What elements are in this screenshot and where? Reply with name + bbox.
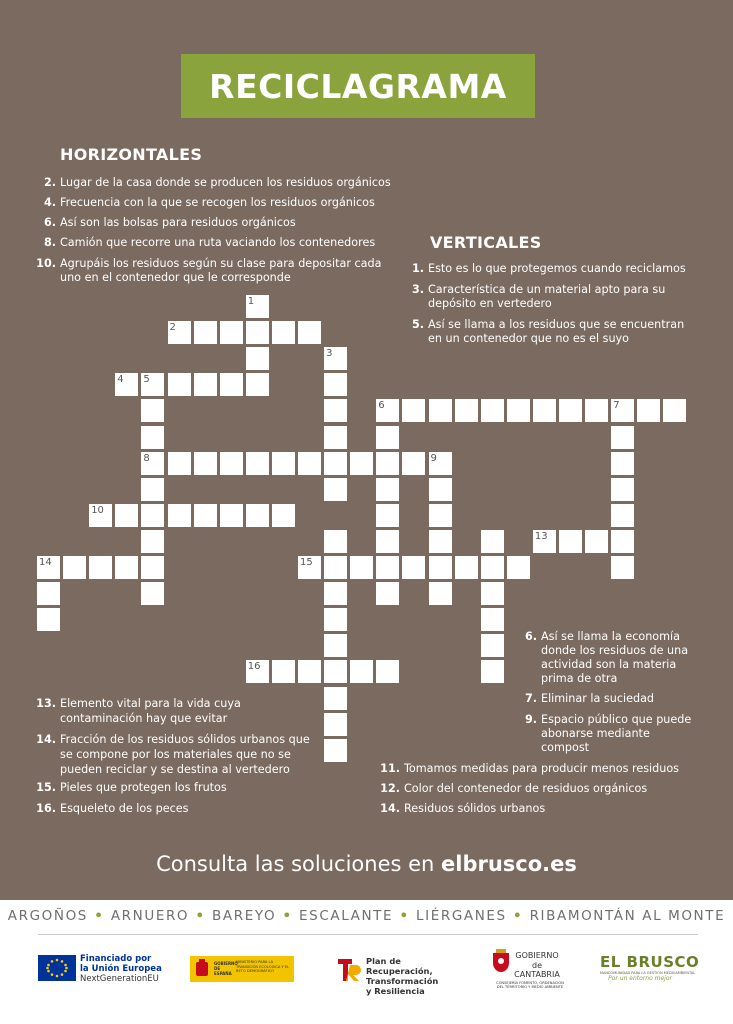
crossword-cell[interactable] bbox=[323, 738, 348, 763]
crossword-cell[interactable] bbox=[323, 581, 348, 606]
brusco-tag: Por un entorno mejor bbox=[608, 975, 672, 982]
cell-number: 1 bbox=[247, 296, 255, 307]
cell-number: 8 bbox=[143, 452, 150, 464]
town-name: LIÉRGANES bbox=[416, 908, 507, 924]
crossword-cell[interactable] bbox=[375, 555, 400, 580]
crossword-cell[interactable] bbox=[558, 529, 583, 554]
crossword-cell[interactable] bbox=[297, 320, 322, 345]
crossword-cell[interactable] bbox=[532, 398, 557, 423]
crossword-cell[interactable] bbox=[140, 425, 165, 450]
cell-number: 14 bbox=[39, 557, 52, 568]
crossword-cell[interactable] bbox=[428, 581, 453, 606]
crossword-cell[interactable] bbox=[219, 503, 244, 528]
verticales-heading: VERTICALES bbox=[430, 233, 542, 252]
crossword-cell[interactable] bbox=[193, 372, 218, 397]
crossword-cell[interactable] bbox=[349, 659, 374, 684]
clue-text: Agrupáis los residuos según su clase para depositar cada bbox=[60, 257, 382, 270]
clue-text: Tomamos medidas para producir menos residuos bbox=[404, 762, 680, 775]
clue-text: prima de otra bbox=[541, 672, 618, 685]
cell-number: 11 bbox=[326, 530, 339, 542]
crossword-cell[interactable] bbox=[323, 555, 348, 580]
crossword-cell[interactable] bbox=[114, 555, 139, 580]
clue-text: Pieles que protegen los frutos bbox=[60, 781, 227, 794]
crossword-cell[interactable] bbox=[36, 607, 61, 632]
clue-text: compost bbox=[541, 741, 590, 754]
crossword-cell[interactable] bbox=[349, 451, 374, 476]
crossword-cell[interactable] bbox=[323, 425, 348, 450]
clue-text: Eliminar la suciedad bbox=[541, 692, 655, 705]
crossword-cell[interactable] bbox=[245, 346, 270, 371]
crossword-cell[interactable] bbox=[140, 477, 165, 502]
cantabria-sub2: DEL TERRITORIO Y MEDIO AMBIENTE bbox=[496, 985, 564, 990]
crossword-cell[interactable] bbox=[88, 555, 113, 580]
cell-number: 5 bbox=[143, 374, 150, 386]
towns-list bbox=[0, 908, 733, 924]
crossword-cell[interactable] bbox=[558, 398, 583, 423]
cell-number: 9 bbox=[430, 452, 437, 464]
eu-logo bbox=[38, 955, 178, 985]
crossword-cell[interactable] bbox=[428, 398, 453, 423]
plan-recuperacion-logo bbox=[336, 955, 456, 996]
plan-icon bbox=[336, 957, 362, 983]
cantabria-line3: CANTABRIA bbox=[514, 970, 560, 979]
town-separator: • bbox=[282, 908, 293, 924]
town-name: RIBAMONTÁN AL MONTE bbox=[529, 908, 726, 924]
clue-text: donde los residuos de una bbox=[541, 644, 689, 657]
clue-number: 3. bbox=[411, 283, 424, 296]
clue-number: 2. bbox=[43, 176, 56, 189]
crossword-cell[interactable] bbox=[610, 529, 635, 554]
crossword-cell[interactable] bbox=[506, 398, 531, 423]
crossword-cell[interactable] bbox=[454, 555, 479, 580]
cell-number: 16 bbox=[247, 661, 261, 673]
town-separator: • bbox=[399, 908, 410, 924]
crossword-cell[interactable] bbox=[480, 633, 505, 658]
crossword-cell[interactable] bbox=[636, 398, 661, 423]
cell-number: 4 bbox=[117, 374, 124, 386]
clue-text: Camión que recorre una ruta vaciando los contenedores bbox=[60, 236, 376, 249]
clue-text: Residuos sólidos urbanos bbox=[404, 802, 546, 815]
clue-text: Característica de un material apto para su bbox=[428, 283, 666, 296]
crossword-cell[interactable] bbox=[375, 425, 400, 450]
clue-text: contaminación hay que evitar bbox=[60, 712, 228, 725]
crossword-cell[interactable] bbox=[375, 503, 400, 528]
ministerio-text: MINISTERIO PARA LA TRANSICIÓN ECOLÓGICA Y EL RETO DEMOGRÁFICO bbox=[236, 960, 290, 974]
crossword-cell[interactable] bbox=[114, 503, 139, 528]
clue-text: Esto es lo que protegemos cuando reciclamos bbox=[428, 262, 686, 275]
crossword-cell[interactable] bbox=[245, 372, 270, 397]
crossword-cell[interactable] bbox=[323, 398, 348, 423]
clue-text: Así se llama a los residuos que se encuentran bbox=[428, 318, 685, 331]
clue-number: 10. bbox=[36, 257, 56, 270]
clue-text: abonarse mediante bbox=[541, 727, 650, 740]
crossword-cell[interactable] bbox=[245, 503, 270, 528]
crossword-cell[interactable] bbox=[167, 503, 192, 528]
clue-number: 1. bbox=[411, 262, 424, 275]
clue-text: Frecuencia con la que se recogen los residuos orgánicos bbox=[60, 196, 375, 209]
crossword-cell[interactable] bbox=[323, 659, 348, 684]
crossword-cell[interactable] bbox=[62, 555, 87, 580]
cell-number: 10 bbox=[91, 504, 104, 516]
cantabria-logo bbox=[490, 947, 570, 993]
crossword-cell[interactable] bbox=[428, 555, 453, 580]
cantabria-shield-icon bbox=[492, 949, 510, 975]
crossword-cell[interactable] bbox=[323, 686, 348, 711]
eu-flag-icon bbox=[38, 955, 76, 981]
solutions-link[interactable]: elbrusco.es bbox=[441, 852, 577, 876]
town-separator: • bbox=[513, 908, 524, 924]
crossword-cell[interactable] bbox=[480, 659, 505, 684]
crossword-cell[interactable] bbox=[323, 477, 348, 502]
crossword-cell[interactable] bbox=[271, 320, 296, 345]
plan-line3: y Resiliencia bbox=[366, 986, 425, 996]
crossword-cell[interactable] bbox=[610, 555, 635, 580]
cell-number: 13 bbox=[534, 530, 548, 542]
clue-text: Lugar de la casa donde se producen los residuos orgánicos bbox=[60, 176, 391, 189]
crossword-cell[interactable] bbox=[323, 372, 348, 397]
cantabria-sub1: CONSEJERÍA FOMENTO, ORDENACIÓN bbox=[496, 981, 564, 985]
brusco-sub: MANCOMUNIDAD PARA LA GESTIÓN MEDIOAMBIENTAL bbox=[600, 971, 696, 975]
town-name: BAREYO bbox=[212, 908, 277, 924]
crossword-cell[interactable] bbox=[245, 320, 270, 345]
page-title: RECICLAGRAMA bbox=[209, 66, 507, 106]
crossword-cell[interactable] bbox=[480, 555, 505, 580]
crossword-cell[interactable] bbox=[454, 398, 479, 423]
crossword-cell[interactable] bbox=[428, 503, 453, 528]
spain-shield-icon bbox=[194, 959, 210, 979]
town-separator: • bbox=[94, 908, 105, 924]
clue-text: en un contenedor que no es el suyo bbox=[428, 332, 630, 345]
ministerio-logo bbox=[190, 956, 294, 982]
crossword-cell[interactable] bbox=[375, 477, 400, 502]
clue-text: actividad son la materia bbox=[541, 658, 677, 671]
crossword-cell[interactable] bbox=[401, 555, 426, 580]
clue-text: Esqueleto de los peces bbox=[60, 802, 189, 815]
crossword-cell[interactable] bbox=[323, 451, 348, 476]
brusco-name: EL BRUSCO bbox=[600, 953, 700, 971]
clue-number: 7. bbox=[524, 692, 537, 705]
crossword-cell[interactable] bbox=[297, 659, 322, 684]
crossword-cell[interactable] bbox=[610, 451, 635, 476]
crossword-cell[interactable] bbox=[323, 607, 348, 632]
crossword-cell[interactable] bbox=[193, 503, 218, 528]
clue-text: uno en el contenedor que le corresponde bbox=[60, 271, 291, 284]
crossword-cell[interactable] bbox=[167, 372, 192, 397]
crossword-cell[interactable] bbox=[375, 451, 400, 476]
crossword-cell[interactable] bbox=[193, 320, 218, 345]
crossword-cell[interactable] bbox=[375, 581, 400, 606]
crossword-cell[interactable] bbox=[193, 451, 218, 476]
clue-number: 5. bbox=[411, 318, 424, 331]
crossword-cell[interactable] bbox=[480, 581, 505, 606]
eu-line1: Financiado por bbox=[80, 954, 152, 964]
crossword-cell[interactable] bbox=[584, 398, 609, 423]
clue-number: 6. bbox=[524, 630, 537, 643]
crossword-cell[interactable] bbox=[375, 529, 400, 554]
crossword-cell[interactable] bbox=[610, 477, 635, 502]
crossword-cell[interactable] bbox=[297, 451, 322, 476]
crossword-cell[interactable] bbox=[140, 503, 165, 528]
crossword-cell[interactable] bbox=[480, 398, 505, 423]
clue-number: 8. bbox=[43, 236, 56, 249]
eu-line2: la Unión Europea bbox=[80, 964, 162, 974]
town-separator: • bbox=[195, 908, 206, 924]
clue-number: 9. bbox=[524, 713, 537, 726]
crossword-cell[interactable] bbox=[271, 503, 296, 528]
cantabria-line1: GOBIERNO bbox=[515, 951, 559, 960]
consulta-text: Consulta las soluciones en bbox=[156, 852, 442, 876]
cell-number: 15 bbox=[300, 557, 313, 568]
crossword-cell[interactable] bbox=[219, 451, 244, 476]
gobierno-espana-text: GOBIERNO DE ESPAÑA bbox=[214, 961, 238, 976]
horizontales-heading: HORIZONTALES bbox=[60, 145, 203, 164]
cell-number: 6 bbox=[378, 400, 385, 412]
crossword-cell[interactable] bbox=[401, 398, 426, 423]
crossword-cell[interactable] bbox=[428, 529, 453, 554]
solutions-text bbox=[0, 852, 733, 876]
crossword-cell[interactable] bbox=[140, 529, 165, 554]
cell-number: 7 bbox=[613, 400, 620, 412]
clue-text: Así se llama la economía bbox=[541, 630, 680, 643]
crossword-cell[interactable] bbox=[401, 451, 426, 476]
clue-number: 4. bbox=[43, 196, 56, 209]
crossword-cell[interactable] bbox=[506, 555, 531, 580]
title-banner bbox=[181, 54, 535, 118]
crossword-cell[interactable] bbox=[428, 477, 453, 502]
town-name: ARGOÑOS bbox=[7, 908, 88, 924]
clue-number: 14. bbox=[36, 733, 56, 746]
crossword-cell[interactable] bbox=[271, 451, 296, 476]
crossword-cell[interactable] bbox=[271, 659, 296, 684]
crossword-cell[interactable] bbox=[375, 659, 400, 684]
clue-number: 14. bbox=[380, 802, 400, 815]
crossword-cell[interactable] bbox=[323, 712, 348, 737]
clue-text: se compone por los materiales que no se bbox=[60, 748, 291, 761]
town-name: ESCALANTE bbox=[299, 908, 394, 924]
plan-line2: Transformación bbox=[366, 976, 439, 986]
crossword-cell[interactable] bbox=[219, 320, 244, 345]
clue-number: 12. bbox=[380, 782, 400, 795]
crossword-cell[interactable] bbox=[36, 581, 61, 606]
crossword-cell[interactable] bbox=[662, 398, 687, 423]
clue-text: depósito en vertedero bbox=[428, 297, 552, 310]
clue-text: Así son las bolsas para residuos orgánicos bbox=[60, 216, 296, 229]
crossword-cell[interactable] bbox=[480, 607, 505, 632]
cell-number: 3 bbox=[326, 348, 333, 360]
crossword-cell[interactable] bbox=[140, 398, 165, 423]
crossword-cell[interactable] bbox=[140, 581, 165, 606]
crossword-cell[interactable] bbox=[167, 451, 192, 476]
el-brusco-logo bbox=[600, 953, 700, 987]
crossword-cell[interactable] bbox=[610, 503, 635, 528]
clue-text: Elemento vital para la vida cuya bbox=[60, 697, 241, 710]
clue-text: Espacio público que puede bbox=[541, 713, 692, 726]
clue-number: 13. bbox=[36, 697, 56, 710]
town-name: ARNUERO bbox=[110, 908, 190, 924]
crossword-cell[interactable] bbox=[245, 451, 270, 476]
divider bbox=[38, 934, 698, 935]
crossword-cell[interactable] bbox=[140, 555, 165, 580]
clue-text: Fracción de los residuos sólidos urbanos que bbox=[60, 733, 310, 746]
crossword-cell[interactable] bbox=[584, 529, 609, 554]
clue-number: 11. bbox=[380, 762, 400, 775]
clue-number: 15. bbox=[36, 781, 56, 794]
crossword-cell[interactable] bbox=[323, 633, 348, 658]
cell-number: 2 bbox=[169, 322, 176, 334]
crossword-cell[interactable] bbox=[349, 555, 374, 580]
eu-line3: NextGenerationEU bbox=[80, 974, 159, 984]
clue-number: 16. bbox=[36, 802, 56, 815]
plan-line1: Plan de Recuperación, bbox=[366, 956, 433, 976]
cantabria-line2: de bbox=[532, 960, 542, 970]
clue-text: pueden reciclar y se destina al vertedero bbox=[60, 763, 290, 776]
crossword-cell[interactable] bbox=[219, 372, 244, 397]
clue-number: 6. bbox=[43, 216, 56, 229]
clue-text: Color del contenedor de residuos orgánicos bbox=[404, 782, 648, 795]
cell-number: 12 bbox=[482, 530, 496, 542]
crossword-cell[interactable] bbox=[610, 425, 635, 450]
